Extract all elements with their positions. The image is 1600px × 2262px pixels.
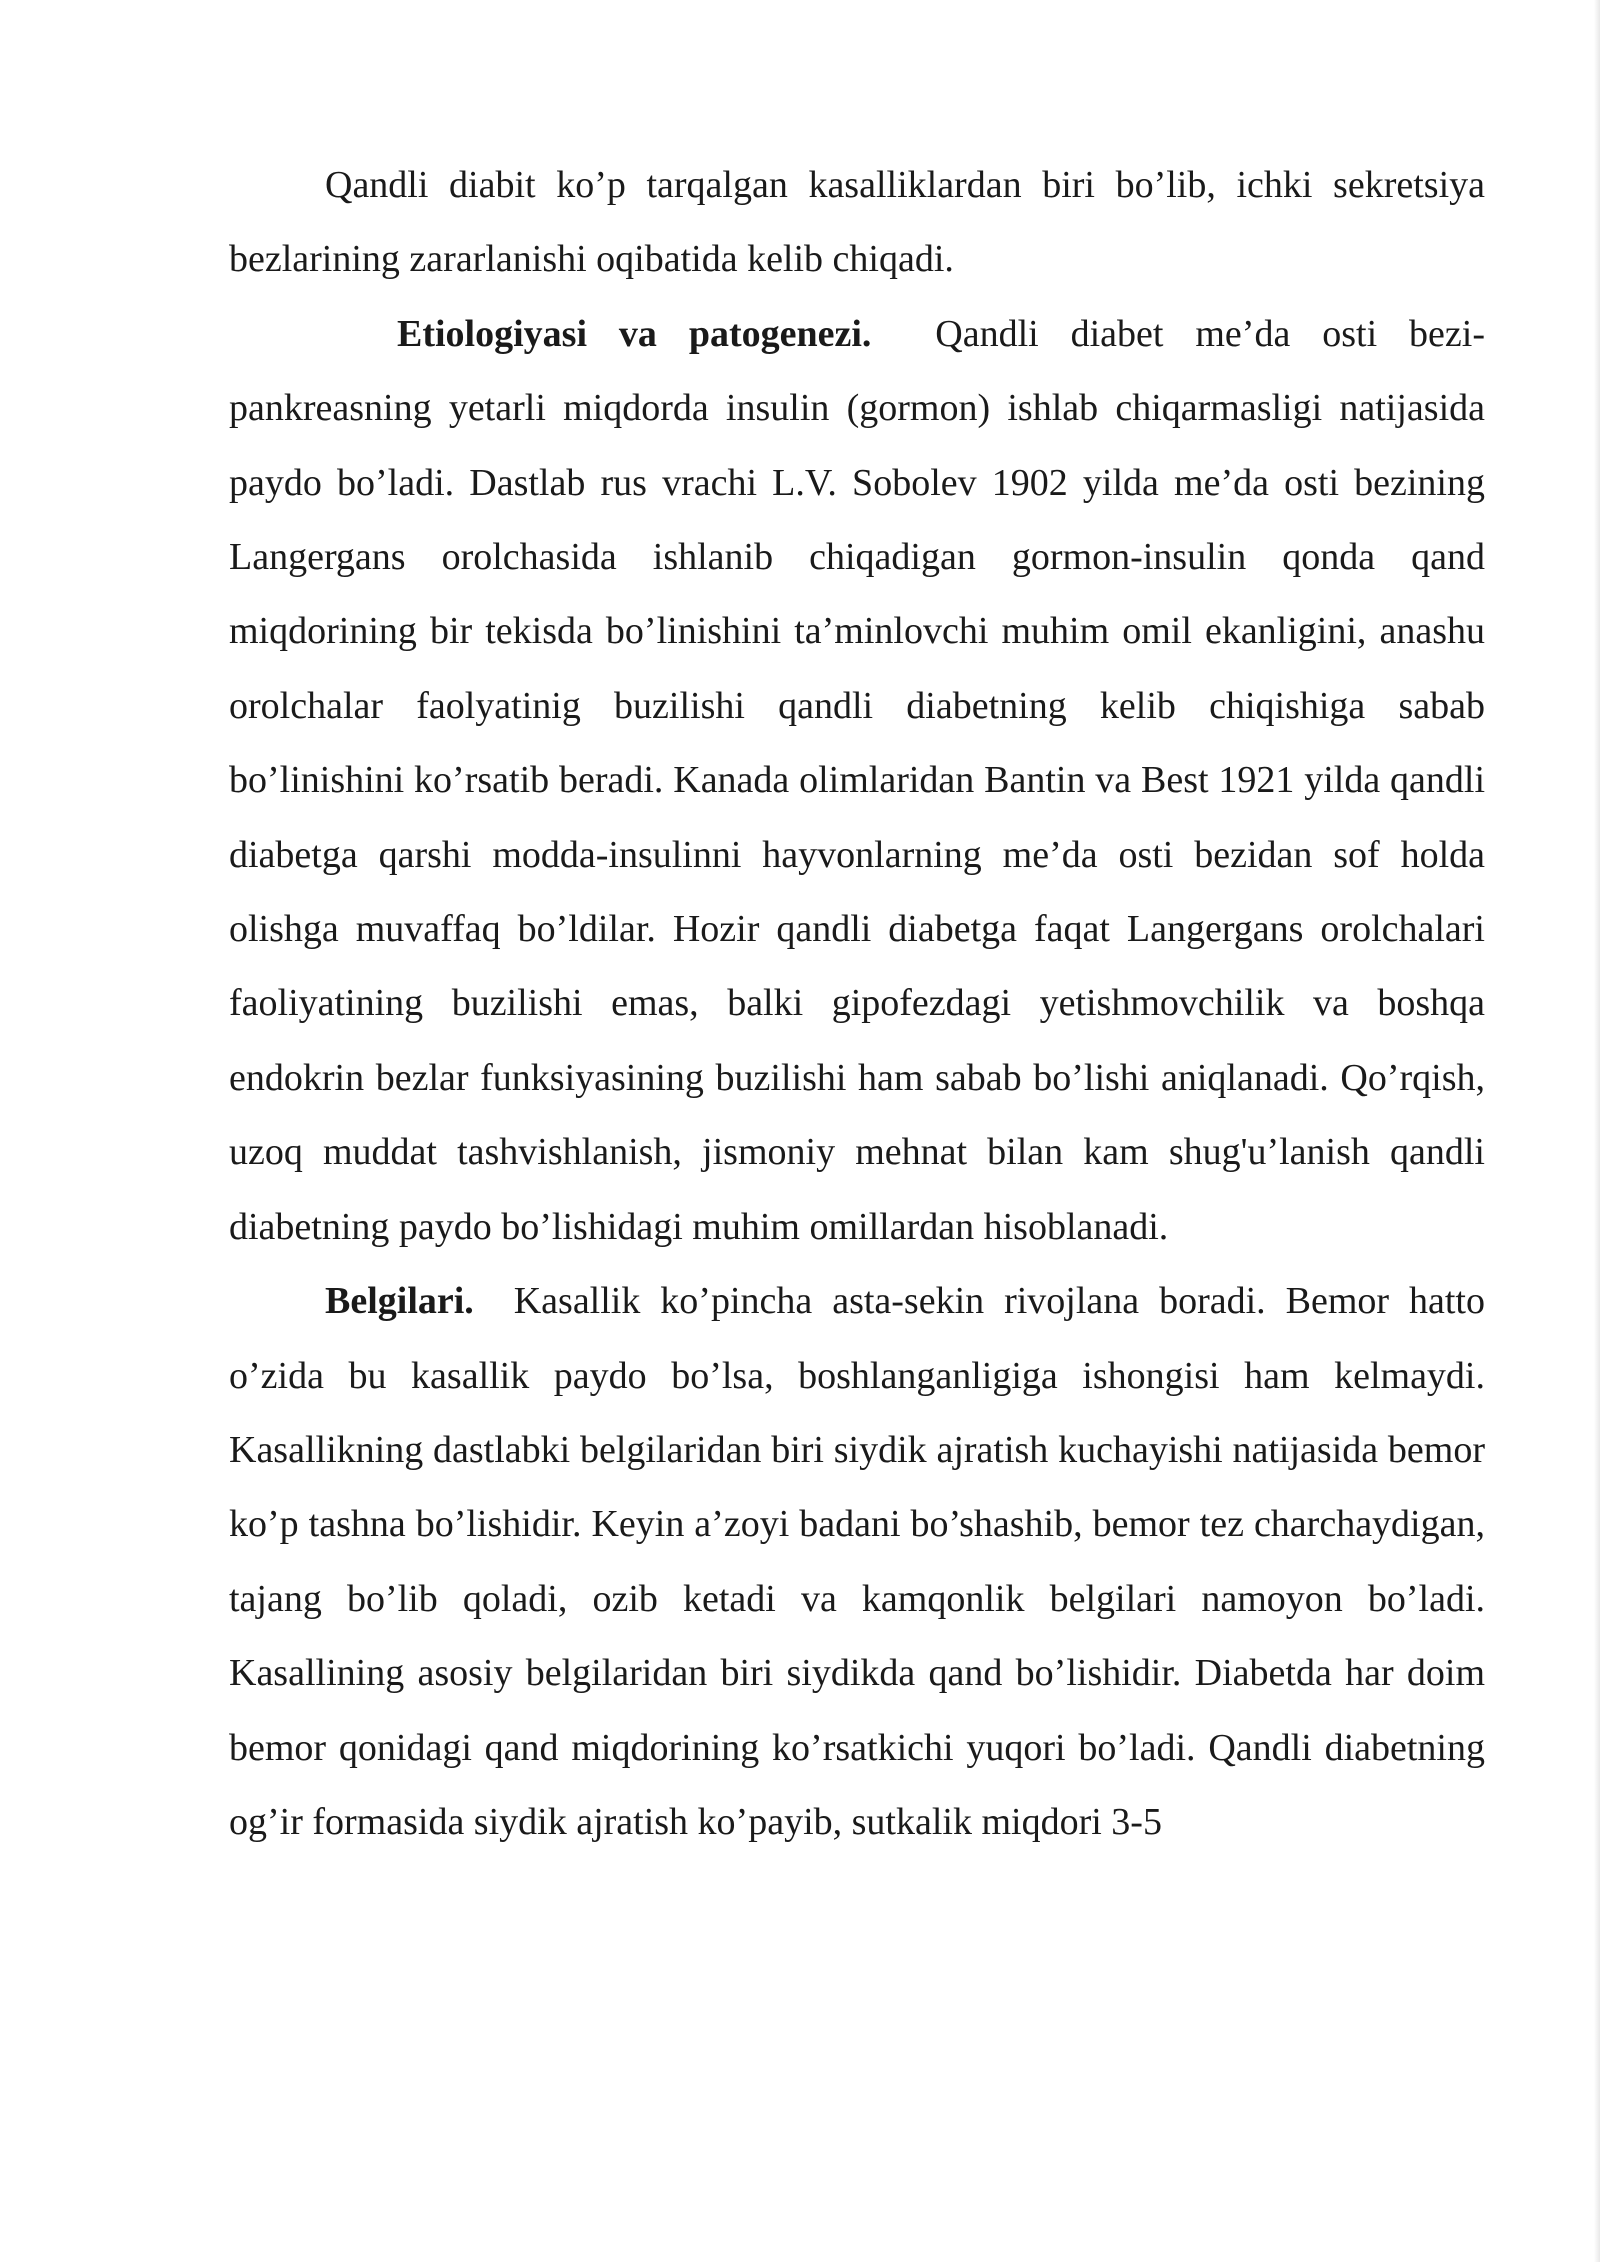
paragraph-etiology [229, 297, 1485, 1264]
paragraph-text: Kasallik ko’pincha asta-sekin rivojlana boradi. Bemor hatto o’zida bu kasallik paydo bo’lsa, boshlanganligiga ishongisi ham kelmaydi. Kasallikning dastlabki belgilaridan biri siydik ajratish kuchayishi natijasida bemor ko’p tashna bo’lishidir. Keyin a’zoyi badani bo’shashib, bemor tez charchaydigan, tajang bo’lib qoladi, ozib ketadi va kamqonlik belgilari namoyon bo’ladi. Kasallining asosiy belgilaridan biri siydikda qand bo’lishidir. Diabetda har doim bemor qonidagi qand miqdorining ko’rsatkichi yuqori bo’ladi. Qandli diabetning og’ir formasida siydik ajratish ko’payib, sutkalik miqdori 3-5 [229, 1280, 1485, 1843]
document-page [229, 148, 1485, 1859]
paragraph-symptoms [229, 1264, 1485, 1859]
section-heading-symptoms: Belgilari. [325, 1280, 474, 1323]
section-heading-etiology: Etiologiyasi va patogenezi. [397, 312, 872, 355]
page-edge-shadow [1594, 0, 1600, 2262]
paragraph-intro [229, 148, 1485, 297]
paragraph-text: Qandli diabit ko’p tarqalgan kasalliklardan biri bo’lib, ichki sekretsiya bezlarining zararlanishi oqibatida kelib chiqadi. [229, 164, 1485, 281]
paragraph-text: Qandli diabet me’da osti bezi-pankreasning yetarli miqdorda insulin (gormon) ishlab chiqarmasligi natijasida paydo bo’ladi. Dastlab rus vrachi L.V. Sobolev 1902 yilda me’da osti bezining Langergans orolchasida ishlanib chiqadigan gormon-insulin qonda qand miqdorining bir tekisda bo’linishini ta’minlovchi muhim omil ekanligini, anashu orolchalar faolyatinig buzilishi qandli diabetning kelib chiqishiga sabab bo’linishini ko’rsatib beradi. Kanada olimlaridan Bantin va Best 1921 yilda qandli diabetga qarshi modda-insulinni hayvonlarning me’da osti bezidan sof holda olishga muvaffaq bo’ldilar. Hozir qandli diabetga faqat Langergans orolchalari faoliyatining buzilishi emas, balki gipofezdagi yetishmovchilik va boshqa endokrin bezlar funksiyasining buzilishi ham sabab bo’lishi aniqlanadi. Qo’rqish, uzoq muddat tashvishlanish, jismoniy mehnat bilan kam shug'u’lanish qandli diabetning paydo bo’lishidagi muhim omillardan hisoblanadi. [229, 312, 1485, 1248]
